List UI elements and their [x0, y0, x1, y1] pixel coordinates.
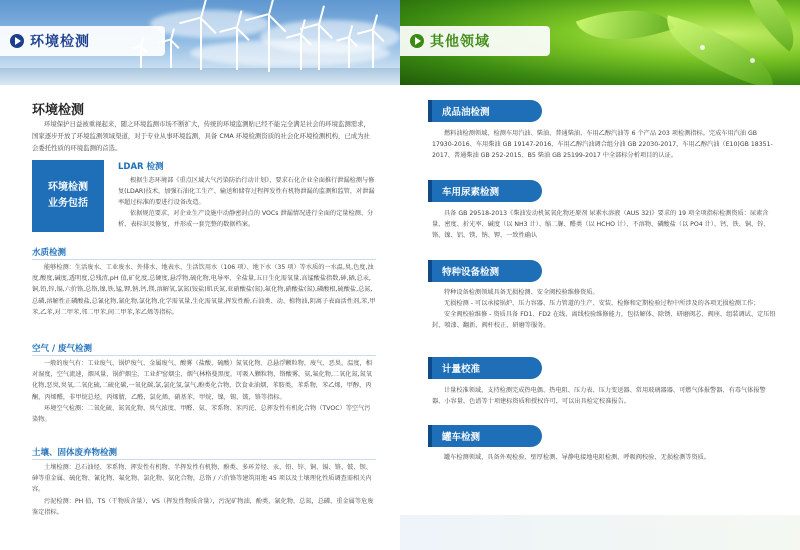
header-title: 其他领域	[430, 34, 490, 50]
ldar-paragraph: 依据规范要求，对企业生产设施中动静密封点的 VOCs 泄漏情况进行全面的定量检测、分析、表标识及修复，并形成一套完整的数据档案。	[118, 210, 374, 228]
wind-turbine	[170, 40, 172, 68]
section-title-urea: 车用尿素检测	[432, 180, 542, 202]
water-section-text	[32, 262, 376, 318]
air-section-title: 空气 / 废气检测	[32, 344, 93, 354]
section-title-oil: 成品油检测	[432, 100, 542, 122]
wind-turbine	[200, 18, 202, 70]
wind-turbine	[372, 30, 374, 68]
main-title: 环境检测	[32, 103, 85, 118]
services-label-box	[32, 160, 104, 232]
section-paragraph: 燃料油检测领域，检测车用汽油、柴油、普通柴油、车用乙醇汽油等 6 个产品 203 项检测指标。完成车用汽油 GB 17930-2016、车用柴油 GB 19147-2016、车用乙醇汽油调合组分油 GB 22030-2017、车用乙醇汽油（E10)GB 18351-2017、普通柴油 GB 252-2015、B5 柴油 GB 25199-2017 中全部标分析项目的认证。	[432, 130, 773, 159]
sea-horizon	[0, 68, 400, 85]
page-header-left	[0, 26, 165, 56]
air-paragraph: 一般的废气有：工业废气、锅炉废气、金属废气、酸雾（盐酸、硫酸）氮氧化物、总悬浮颗粒物，废气、恶臭，温度，相对湿度，空气流速，烟风量，锅炉烟尘，工业炉窑烟尘，烟气林格曼黑度，可吸入颗粒物，铬酸雾，氨,氟化物,二氧化氮,氮氧化物,恶臭,臭氧,二氧化硫,二硫化碳,一氧化碳,氯,氯化氢,氯气,酚类化合物，饮食业油烟，苯胺类，苯系物，苯乙烯，甲醇，丙酮，丙烯醛，非甲烷总烃，丙烯腈，乙醛，氯化烯，硝基苯，甲烷，镍，锡，铍，铬等指标。	[32, 360, 373, 401]
soil-paragraph: 土壤检测：总石油烃、苯系物、挥发性有机物、半挥发性有机物、酚类、多环芳烃、汞、铅、锌、铜、镉、铬、铍、钡、砷等重金属、硫化物、氰化物、氟化物、氯化物、氨化合物，总铬 / 六价铬等建筑用地 45 项以及土壤理化性质调查需相关内容。	[32, 464, 372, 494]
page-header-right	[400, 26, 550, 56]
section-text-tanker	[432, 452, 776, 463]
wind-turbine	[300, 34, 302, 70]
turbine-mast	[372, 30, 374, 68]
footer-decoration	[400, 515, 800, 550]
ldar-text	[118, 175, 376, 230]
divider	[32, 459, 376, 460]
turbine-mast	[200, 18, 202, 70]
right-page	[400, 0, 800, 550]
section-paragraph: 无损检测 - 可以承接锅炉、压力容器、压力管道的生产、安装、检修和定期检验过程中所涉及的各项无损检测工作；	[444, 300, 760, 307]
arrow-right-icon	[10, 34, 24, 48]
section-paragraph: 罐车检测领域，具备外观检验、壁厚检测、导静电接地电阻检测、呼吸阀校验、无损检测等资质。	[444, 454, 711, 461]
wind-turbine	[236, 28, 238, 70]
cloud-shape	[190, 40, 390, 66]
divider	[32, 355, 376, 356]
turbine-mast	[348, 38, 350, 68]
ldar-paragraph: 根据生态环境部《重点区域大气污染防治行动计划》，要求石化企业全面推行泄漏检测与修复(LDAR)技术，加强石油化工生产、输送和储存过程挥发性有机物泄漏的监测和监管，对泄漏率超过标准的要进行设备改造。	[118, 177, 375, 206]
section-title-calibration: 计量校准	[432, 357, 542, 379]
turbine-mast	[318, 24, 320, 70]
wind-turbine	[348, 38, 350, 68]
water-drop	[700, 45, 705, 50]
water-drop	[750, 58, 755, 63]
section-paragraph: 特种设备检测领域具备无损检测、安全阀校验维修资质。	[444, 289, 599, 296]
intro-paragraph: 环境保护日益被重视起来，随之环境监测市场不断扩大，传统的环境监测贴已经不能完全满足社会的环境监测需求，国家逐步开放了环境监测领域渠道，对于专业从事环境监测，具备 CMA 环境检测资质的社会化环境检测机构，已成为社会委托性质的环境监测的首选。	[32, 120, 370, 152]
services-label-line: 业务包括	[48, 198, 88, 209]
section-text-special-equipment	[432, 287, 776, 331]
turbine-mast	[268, 14, 270, 72]
water-section-title: 水质检测	[32, 248, 67, 258]
cloud-shape	[150, 10, 270, 38]
leaf-shape	[576, 0, 674, 59]
turbine-mast	[170, 40, 172, 68]
section-paragraph: 计量校准领域，支持检测完成热电偶、热电阻、压力表、压力变送器、常用玻璃器器、可燃气体报警器、有毒气体报警器、小容量、色谱等十项建标资质和授权许可，可以出具检定校准报告。	[432, 387, 766, 405]
water-paragraph: 能够检测：生活废水、工业废水、外排水、地表水、生活饮用水（106 项）、地下水（35 项）等水质的一水温,臭,色度,浊度,酸度,碱度,透明度,总残渣,pH 值,矿化度,总硬度,悬浮物,硫化物,电导率、全盐量,五日生化需氧量,高锰酸盐指数,砷,硒,总汞,铜,铅,锌,镉,六价铬,总铬,镍,铁,锰,钾,钠,钙,镁,溶解氧,氯氮(铵盐)肌氏氮,亚硝酸盐(氮),氟化物,硝酸盐(氮),磷酸根,硫酸盐,总氮,总磷,溶解性正磷酸盐,总氰化物,氰化物,氯化物,化学需氧量,生化需氧量,挥发性酚,石油类、动、植物油,阴离子表面活性剂,苯,甲苯,乙苯,对二甲苯,邻二甲苯,间二甲苯,苯乙烯等指标。	[32, 264, 376, 316]
header-title: 环境检测	[30, 34, 90, 50]
air-paragraph: 环境空气检测：二氧化硫、氮氧化物、臭气浓度、甲醛、氨、苯系物、苯丙芘、总挥发性有机化合物（TVOC）等空气污染物。	[32, 404, 371, 424]
section-text-calibration	[432, 385, 776, 407]
turbine-mast	[300, 34, 302, 70]
section-paragraph: 安全阀校验维修 - 资质具备 FD1、FD2 在线、离线校验维修能力，包括解体、除锈、研磨阀芯、阀座、组装调试、定压铅封、喷漆、翻新、阀杆校正、研磨等服务。	[432, 311, 776, 329]
section-text-oil	[432, 128, 776, 161]
air-section-text	[32, 358, 376, 425]
soil-section-text	[32, 462, 376, 518]
section-title-special-equipment: 特种设备检测	[432, 260, 542, 282]
services-label-line: 环境检测	[48, 182, 88, 193]
divider	[32, 259, 376, 260]
section-text-urea	[432, 208, 776, 241]
wind-turbine	[318, 24, 320, 70]
turbine-mast	[236, 28, 238, 70]
ldar-title: LDAR 检测	[118, 162, 164, 172]
arrow-right-icon	[410, 34, 424, 48]
soil-paragraph: 污泥检测：PH 值，TS（干物质含量），VS（挥发性物质含量），污泥矿物油，酚类，氰化物，总氮，总磷，重金属等危废鉴定指标。	[32, 497, 374, 516]
section-title-tanker: 罐车检测	[432, 425, 542, 447]
soil-section-title: 土壤、固体废弃物检测	[32, 448, 118, 458]
wind-turbine	[268, 14, 270, 72]
section-paragraph: 具备 GB 29518-2013《柴油发动机氮氧化物还原剂 尿素水溶液（AUS 32)》要求的 19 项全项指标检测资质：尿素含量、密度、折光率、碱度（以 NH3 计）、缩二脲、醛类（以 HCHO 计）、不溶物、磷酸盐（以 PO4 计）、钙、铁、铜、锌、铬、镍、铝、镁、钠、钾、一致性确认	[432, 210, 770, 239]
turbine-blade	[268, 0, 276, 14]
